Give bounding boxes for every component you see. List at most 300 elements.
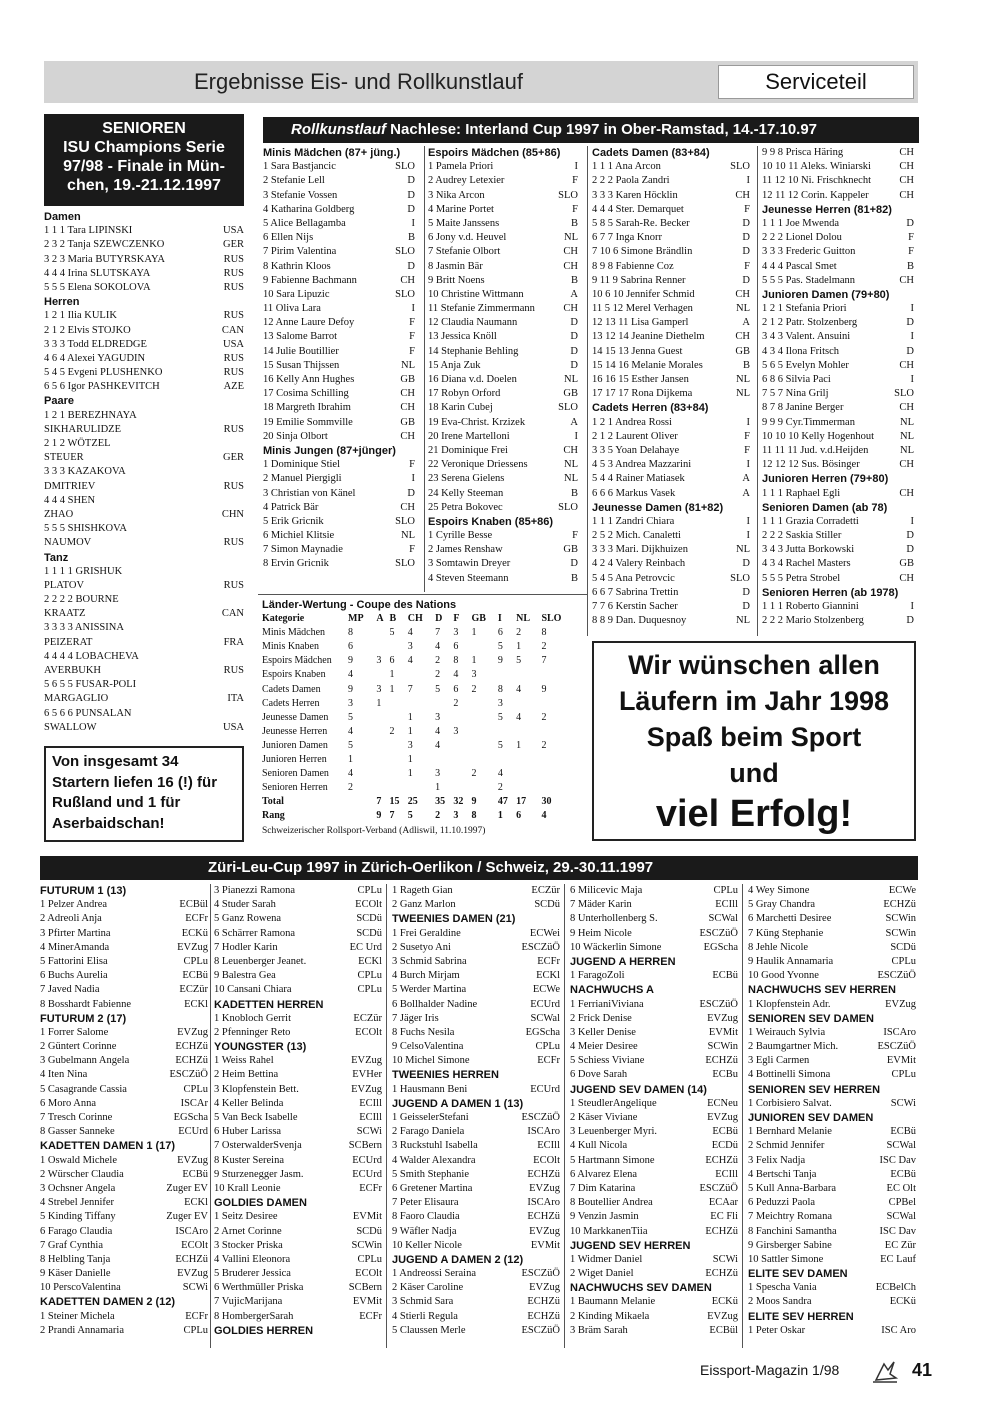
placing: 1 1 1 xyxy=(592,161,616,173)
table-cell: 7 xyxy=(389,810,395,822)
nation-or-club: NL xyxy=(562,231,578,245)
nation-or-club: ECBü xyxy=(710,1125,738,1139)
result-row xyxy=(214,1026,382,1040)
athlete-name: Janine Berger xyxy=(785,402,844,414)
result-row xyxy=(748,1225,916,1239)
nation-or-club: D xyxy=(405,260,415,274)
result-row xyxy=(748,898,916,912)
athlete-name: Weiss Rahel xyxy=(221,1055,274,1067)
placing: 8 xyxy=(748,1225,756,1237)
placing: 2 xyxy=(570,1268,578,1280)
result-row xyxy=(263,387,415,401)
placing: 3 xyxy=(40,927,48,939)
placing: 10 xyxy=(214,984,228,996)
placing: 3 xyxy=(214,1239,222,1251)
placing: 4 4 4 xyxy=(762,260,786,272)
zueri-leu-column-1 xyxy=(40,884,208,1338)
result-row xyxy=(214,1083,382,1097)
category-heading: ELITE SEV DAMEN xyxy=(748,1268,848,1281)
athlete-name: Sinja Olbort xyxy=(276,430,328,442)
athlete-name: Yoan Delahaye xyxy=(615,444,680,456)
table-cell: 1 xyxy=(407,711,413,723)
placing: 2 xyxy=(748,1041,756,1053)
placing: 2 xyxy=(40,1324,48,1336)
result-row xyxy=(748,998,916,1012)
result-row xyxy=(570,1040,738,1054)
table-cell: I xyxy=(497,613,502,625)
result-row xyxy=(392,955,560,969)
result-row xyxy=(44,522,244,536)
nation-or-club: EC Urd xyxy=(348,941,382,955)
category-heading: Herren xyxy=(44,296,80,309)
placing: 10 xyxy=(570,941,583,953)
nation-or-club: ECZür xyxy=(177,983,208,997)
athlete-name: Nika Arcon xyxy=(435,189,485,201)
nation-or-club: SCBern xyxy=(347,1139,382,1153)
nation-or-club: AZE xyxy=(222,380,244,394)
category-heading: Damen xyxy=(44,211,81,223)
nation-or-club: CH xyxy=(733,330,750,344)
athlete-name: Forrer Salome xyxy=(47,1026,109,1038)
result-row xyxy=(263,316,415,330)
placing: 2 2 2 2 xyxy=(44,594,76,606)
nation-or-club: D xyxy=(904,316,914,330)
placing: 4 xyxy=(428,572,436,584)
result-row xyxy=(762,373,914,387)
result-row xyxy=(592,373,750,387)
nation-or-club: ESCZüÖ xyxy=(875,1040,916,1054)
placing: 3 xyxy=(263,487,271,499)
nation-or-club: I xyxy=(410,472,416,486)
table-cell xyxy=(472,753,498,767)
result-row xyxy=(428,316,578,330)
athlete-name: Lionel Dolou xyxy=(785,232,842,244)
result-row xyxy=(44,451,244,465)
nation-or-club: CPLu xyxy=(181,1324,208,1338)
result-row xyxy=(748,1026,916,1040)
note-line: Rußland und 1 für xyxy=(52,794,181,811)
nation-or-club: ECOlt xyxy=(531,1154,560,1168)
nation-or-club: CPLu xyxy=(355,969,382,983)
result-row xyxy=(762,529,914,543)
placing: 12 12 12 xyxy=(762,459,802,471)
category-heading: KADETTEN DAMEN 1 (17) xyxy=(40,1140,176,1153)
placing: 10 10 11 xyxy=(762,161,801,173)
athlete-name: Casagrande Cassia xyxy=(47,1083,127,1095)
placing: 2 xyxy=(40,913,48,925)
result-row xyxy=(214,1295,382,1309)
athlete-name: Seitz Desiree xyxy=(221,1211,278,1223)
athlete-name: Somtawin Dreyer xyxy=(435,558,511,570)
placing: 1 xyxy=(748,1126,756,1138)
placing: 3 4 3 xyxy=(762,331,786,343)
result-row xyxy=(592,430,750,444)
result-row xyxy=(570,1054,738,1068)
nation-or-club: RUS xyxy=(222,536,244,550)
placing: 9 xyxy=(570,927,578,939)
page-number: 41 xyxy=(912,1360,933,1380)
result-row xyxy=(40,1040,208,1054)
placing: 1 1 1 xyxy=(592,515,616,527)
placing: 7 xyxy=(748,927,756,939)
athlete-name: Buchs Aurelia xyxy=(47,970,108,982)
athlete-name: FUSAR-POLI xyxy=(75,679,137,691)
placing: 4 xyxy=(214,1097,222,1109)
athlete-name: Schmid Sabrina xyxy=(399,955,467,967)
nation-or-club: ECIll xyxy=(713,1168,738,1182)
placing: 17 17 17 xyxy=(592,388,632,400)
nation-or-club: CAN xyxy=(220,324,244,338)
athlete-name: Tanja SZEWCZENKO xyxy=(67,239,165,251)
placing: 4 xyxy=(570,1041,578,1053)
athlete-name: Dominique Stiel xyxy=(270,459,340,471)
laender-table xyxy=(262,612,578,823)
result-row xyxy=(592,231,750,245)
nation-or-club: ECHZü xyxy=(525,1295,560,1309)
result-row xyxy=(592,472,750,486)
category-heading: NACHWUCHS SEV HERREN xyxy=(748,984,896,997)
athlete-name: Mich. Canaletti xyxy=(615,530,681,542)
nation-or-club: D xyxy=(904,345,914,359)
table-cell: 3 xyxy=(376,655,382,667)
athlete-name: SHEN xyxy=(67,494,96,506)
result-row xyxy=(44,579,244,593)
placing: 1 xyxy=(570,998,578,1010)
athlete-name: Mari. Dijkhuizen xyxy=(615,544,688,556)
nation-or-club: ESCZüÖ xyxy=(167,1068,208,1082)
category-heading: NACHWUCHS SEV DAMEN xyxy=(570,1282,712,1295)
result-row xyxy=(214,1125,382,1139)
placing: 2 xyxy=(570,1310,578,1322)
result-row xyxy=(392,1111,560,1125)
result-row xyxy=(44,607,244,621)
athlete-name: Cyrille Besse xyxy=(435,530,493,542)
placing: 5 xyxy=(263,515,271,527)
senioren-title-line: ISU Champions Serie xyxy=(63,139,225,156)
placing: 6 xyxy=(428,232,436,244)
placing: 1 xyxy=(570,1296,578,1308)
table-cell xyxy=(376,640,389,654)
placing: 14 xyxy=(263,345,277,357)
nation-or-club: CHN xyxy=(220,508,244,522)
result-row xyxy=(428,472,578,486)
placing: 1 xyxy=(40,1026,48,1038)
athlete-name: ZHAO xyxy=(44,508,74,520)
athlete-name: Bernhard Melanie xyxy=(755,1126,832,1138)
result-row xyxy=(570,1111,738,1125)
result-row xyxy=(762,614,914,628)
athlete-name: Tresch Corinne xyxy=(47,1112,113,1123)
placing: 3 xyxy=(392,1296,400,1308)
athlete-name: Nina Grilj xyxy=(785,388,829,400)
nation-or-club: F xyxy=(407,316,415,330)
result-row xyxy=(40,1196,208,1210)
athlete-name: Gasser Sanneke xyxy=(47,1126,115,1138)
athlete-name: Keller Nicole xyxy=(405,1239,462,1251)
result-row xyxy=(592,245,750,259)
nation-or-club: SCWin xyxy=(349,1239,382,1253)
result-row xyxy=(762,600,914,614)
placing: 8 xyxy=(428,260,436,272)
athlete-name: Bottinelli Simona xyxy=(755,1069,831,1081)
athlete-name: Sturzenegger Jasm. xyxy=(221,1168,304,1180)
table-cell xyxy=(498,725,516,739)
table-cell xyxy=(376,781,389,795)
result-row xyxy=(392,1295,560,1309)
result-row xyxy=(428,430,578,444)
placing: 15 xyxy=(263,359,277,371)
table-cell: 5 xyxy=(497,711,503,723)
placing: 5 xyxy=(748,899,756,911)
placing: 1 2 1 xyxy=(592,416,616,428)
table-cell: Minis Mädchen xyxy=(262,627,326,639)
athlete-name: Boutellier Andrea xyxy=(577,1197,653,1209)
placing: 3 xyxy=(748,1055,756,1067)
greeting-box xyxy=(592,641,916,841)
laender-row xyxy=(262,753,578,767)
result-row xyxy=(392,1083,560,1097)
placing: 3 xyxy=(214,1083,222,1095)
athlete-name: Irene Martelloni xyxy=(441,430,510,442)
nation-or-club: NL xyxy=(898,416,914,430)
zueri-leu-column-3 xyxy=(392,884,560,1338)
table-cell: 1 xyxy=(471,655,477,667)
result-row xyxy=(428,416,578,430)
nation-or-club: NL xyxy=(399,529,415,543)
table-cell xyxy=(376,753,389,767)
athlete-name: VujicMarijana xyxy=(221,1296,283,1308)
table-cell xyxy=(541,697,578,711)
result-row xyxy=(762,189,914,203)
nation-or-club: NL xyxy=(562,373,578,387)
result-row xyxy=(392,1182,560,1196)
nation-or-club: SCWal xyxy=(529,1012,561,1026)
laender-row xyxy=(262,739,578,753)
result-row xyxy=(44,636,244,650)
athlete-name: Schiess Viviane xyxy=(577,1055,645,1067)
athlete-name: MarkkanenTiia xyxy=(583,1225,648,1237)
result-row xyxy=(44,536,244,550)
athlete-name: Joe Mwenda xyxy=(785,217,839,229)
placing: 5 4 4 xyxy=(592,473,616,485)
athlete-name: Huber Larissa xyxy=(221,1126,282,1138)
athlete-name: Rona Dijkema xyxy=(631,388,693,400)
laender-row xyxy=(262,668,578,682)
table-cell: 4 xyxy=(435,725,441,737)
result-row xyxy=(570,941,738,955)
athlete-name: Andreossi Seraina xyxy=(399,1268,476,1280)
nation-or-club: F xyxy=(407,458,415,472)
result-row xyxy=(392,1310,560,1324)
result-row xyxy=(592,302,750,316)
athlete-name: Andrea Mazzarini xyxy=(615,459,692,471)
nation-or-club: ECBü xyxy=(888,1168,916,1182)
athlete-name: Anne Laure Defoy xyxy=(275,317,355,329)
nation-or-club: D xyxy=(904,529,914,543)
result-row xyxy=(392,1012,560,1026)
placing: 1 xyxy=(570,970,578,982)
placing: 7 10 6 xyxy=(592,246,621,258)
placing: 6 5 6 xyxy=(44,381,68,393)
section-rule xyxy=(258,594,588,595)
placing: 5 xyxy=(428,217,436,229)
result-row xyxy=(428,572,578,586)
placing: 7 xyxy=(428,246,436,258)
nation-or-club: SLO xyxy=(393,245,415,259)
result-row xyxy=(214,941,382,955)
category-heading: FUTURUM 2 (17) xyxy=(40,1012,127,1025)
athlete-name: Laurent Oliver xyxy=(615,430,678,442)
result-row xyxy=(592,160,750,174)
result-row xyxy=(44,309,244,323)
athlete-name: Walder Alexandra xyxy=(399,1154,476,1166)
result-row xyxy=(428,359,578,373)
table-cell: 2 xyxy=(389,725,395,737)
nation-or-club: ECUrd xyxy=(528,1083,560,1097)
table-cell: 3 xyxy=(453,627,459,639)
nation-or-club: ECOlt xyxy=(353,898,382,912)
nation-or-club: SCWal xyxy=(885,1139,917,1153)
athlete-name: Steiner Michela xyxy=(47,1310,115,1322)
placing: 6 xyxy=(570,1168,578,1180)
placing: 5 5 5 xyxy=(762,274,786,286)
athlete-name: Kinding Tiffany xyxy=(47,1211,116,1223)
placing: 1 xyxy=(748,998,756,1010)
placing: 9 9 8 xyxy=(762,147,786,158)
athlete-name: Jessica Knöll xyxy=(441,331,497,343)
placing: 8 9 8 xyxy=(592,260,616,272)
placing: 11 5 12 xyxy=(592,303,626,315)
placing: 5 xyxy=(263,217,271,229)
placing: 1 xyxy=(40,899,48,911)
result-row xyxy=(762,572,914,586)
nation-or-club: EVZug xyxy=(527,1182,560,1196)
note-line: Startern liefen 16 (!) für xyxy=(52,773,218,791)
nation-or-club: D xyxy=(904,614,914,628)
nation-or-club: A xyxy=(740,487,750,501)
laender-row xyxy=(262,654,578,668)
placing: 1 xyxy=(263,161,271,173)
athlete-name: Leuenberger Myri. xyxy=(577,1126,657,1138)
result-row xyxy=(428,501,578,515)
table-cell: 2 xyxy=(471,683,477,695)
table-cell xyxy=(516,767,541,781)
nation-or-club: D xyxy=(904,217,914,231)
table-cell xyxy=(516,781,541,795)
result-row xyxy=(214,1139,382,1153)
placing: 5 5 5 xyxy=(762,572,786,584)
table-cell: 8 xyxy=(348,627,353,639)
placing: 19 xyxy=(263,416,277,428)
placing: 8 xyxy=(40,1126,48,1138)
placing: 16 16 15 xyxy=(592,374,632,385)
placing: 1 xyxy=(214,1211,222,1223)
athlete-name: Elvis STOJKO xyxy=(67,324,131,336)
placing: 18 xyxy=(428,402,442,414)
nation-or-club: ISCAro xyxy=(525,1125,560,1139)
athlete-name: Serena Gielens xyxy=(441,473,505,485)
placing: 23 xyxy=(428,473,442,485)
placing: 18 xyxy=(263,402,277,414)
nation-or-club: EVZug xyxy=(527,1225,560,1239)
nation-or-club: ECDü xyxy=(710,1139,738,1153)
athlete-name: Raphael Egli xyxy=(785,487,841,499)
result-row xyxy=(44,366,244,380)
result-row xyxy=(44,650,244,664)
nation-or-club: F xyxy=(407,543,415,557)
result-row xyxy=(44,281,244,295)
placing: 6 7 7 xyxy=(592,232,616,244)
result-row xyxy=(570,884,738,898)
placing: 8 xyxy=(263,260,271,272)
nation-or-club: D xyxy=(568,330,578,344)
table-cell: NL xyxy=(516,613,530,625)
nation-or-club: CPBel xyxy=(887,1196,916,1210)
result-row xyxy=(592,330,750,344)
athlete-name: Susan Thijssen xyxy=(276,359,340,371)
placing: 3 4 3 xyxy=(762,544,786,556)
table-cell: GB xyxy=(471,613,486,625)
placing: 1 xyxy=(392,1268,400,1280)
placing: 3 3 3 xyxy=(44,338,68,350)
placing: 5 xyxy=(748,1182,756,1194)
nation-or-club: ECKl xyxy=(182,998,208,1012)
result-row xyxy=(44,238,244,252)
table-cell: 5 xyxy=(435,683,441,695)
nation-or-club: ECFr xyxy=(357,1310,382,1324)
placing: 1 1 1 xyxy=(762,487,786,499)
athlete-name: Baumann Melanie xyxy=(577,1296,656,1308)
result-row xyxy=(214,927,382,941)
nation-or-club: F xyxy=(570,203,578,217)
placing: 1 2 1 xyxy=(44,310,68,322)
nation-or-club: EGScha xyxy=(702,941,738,955)
athlete-name: Stephanie Behling xyxy=(441,345,519,357)
athlete-name: Margreth Ibrahim xyxy=(276,402,351,414)
placing: 3 xyxy=(214,885,222,896)
athlete-name: Petra Strobel xyxy=(785,572,841,584)
result-row xyxy=(592,586,750,600)
nation-or-club: ECIll xyxy=(535,1139,560,1153)
athlete-name: ANISSINA xyxy=(74,622,124,634)
athlete-name: Haulik Annamaria xyxy=(755,955,834,967)
placing: 10 xyxy=(570,1225,584,1237)
result-row xyxy=(44,267,244,281)
result-row xyxy=(762,217,914,231)
result-row xyxy=(592,203,750,217)
nation-or-club: SCBern xyxy=(347,1281,382,1295)
result-row xyxy=(263,260,415,274)
category-heading: YOUNGSTER (13) xyxy=(214,1041,307,1054)
placing: 13 xyxy=(428,331,442,343)
result-row xyxy=(592,217,750,231)
athlete-name: Aleks. Winiarski xyxy=(800,161,871,173)
athlete-name: Iten Nina xyxy=(47,1069,88,1081)
result-row xyxy=(40,898,208,912)
athlete-name: Wey Simone xyxy=(755,885,810,896)
result-row xyxy=(748,1154,916,1168)
table-cell: 9 xyxy=(348,655,353,667)
athlete-name: Fanchini Samantha xyxy=(755,1225,837,1237)
athlete-name: Patr. Stolzenberg xyxy=(785,317,858,329)
placing: 5 xyxy=(40,955,48,967)
athlete-name: Heim Bettina xyxy=(221,1069,279,1081)
placing: 1 1 1 1 xyxy=(44,565,76,577)
result-row xyxy=(392,1267,560,1281)
athlete-name: Elena SOKOLOVA xyxy=(67,281,151,293)
table-cell xyxy=(472,640,498,654)
placing: 10 xyxy=(392,1239,406,1251)
